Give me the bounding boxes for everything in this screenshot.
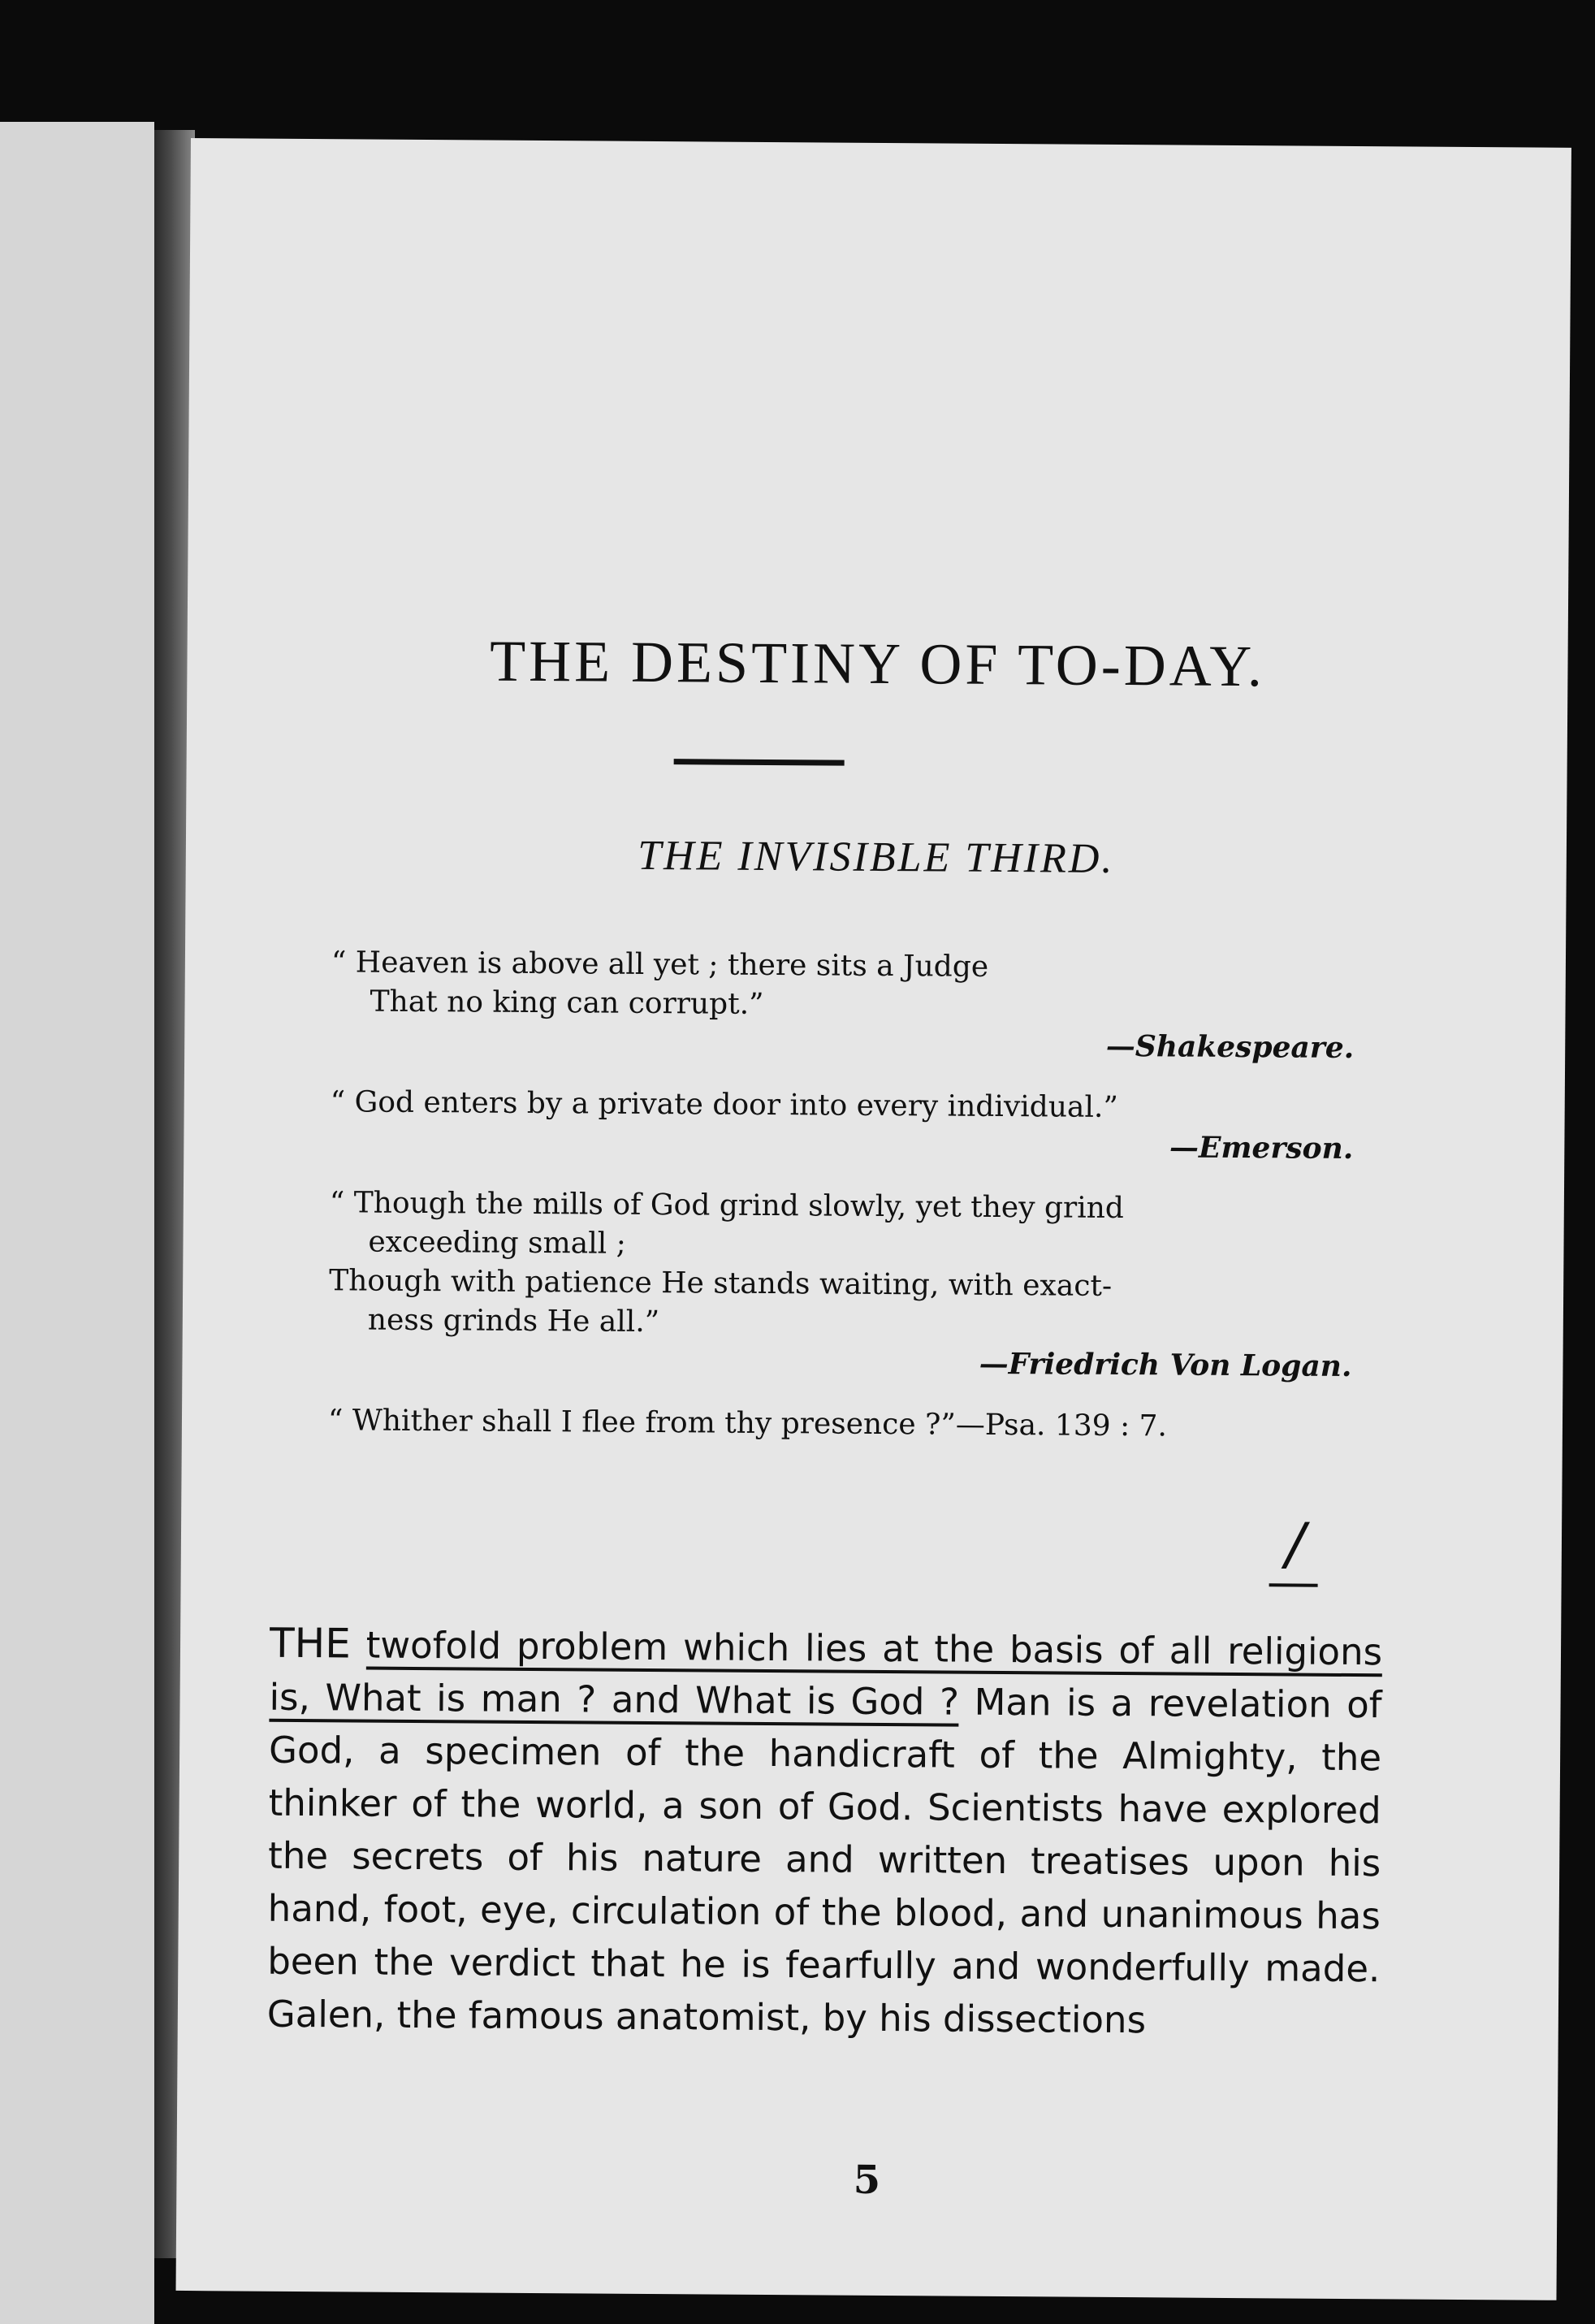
epigraph-line: “ God enters by a private door into every individual.” — [330, 1085, 1118, 1124]
facing-page — [0, 122, 154, 2324]
handwritten-dash — [1269, 1583, 1318, 1586]
first-word: THE — [269, 1619, 352, 1668]
epigraph-line: exceeding small ; — [368, 1225, 626, 1261]
epigraph-line: “ Though the mills of God grind slowly, yet they grind — [329, 1186, 1125, 1226]
epigraph-line: “ Heaven is above all yet ; there sits a Judge — [331, 946, 989, 984]
section-title: THE INVISIBLE THIRD. — [638, 832, 1115, 882]
book-page — [175, 138, 1571, 2300]
epigraph — [328, 1401, 1368, 1448]
epigraph-attribution: —Shakespeare. — [1105, 1028, 1355, 1066]
underlined-text: twofold problem which lies at the basis of all religions is, What is man ? and What is God ? — [269, 1624, 1382, 1727]
paragraph-text: Man is a revelation of God, a specimen of the handicraft of the Almighty, the thinker of the world, a son of God. Scientists have explored the secrets of his nature and written treatises upon his hand, foot, eye, circulation of the blood, and unanimous has been the verdict that he is fearfully and wonderfully made. Galen, the famous anatomist, by his dissections — [266, 1680, 1382, 2042]
epigraph-attribution: —Friedrich Von Logan. — [979, 1346, 1352, 1384]
handwritten-mark: / — [1285, 1510, 1305, 1577]
epigraph — [328, 1184, 1369, 1386]
epigraph-line: That no king can corrupt.” — [370, 985, 764, 1021]
epigraph-line: Though with patience He stands waiting, with exact- — [329, 1264, 1113, 1303]
epigraphs — [328, 943, 1371, 1470]
epigraph-line: “ Whither shall I flee from thy presence ?”—Psa. 139 : 7. — [327, 1404, 1168, 1443]
chapter-title: THE DESTINY OF TO-DAY. — [489, 628, 1266, 699]
epigraph-line: ness grinds He all.” — [367, 1303, 660, 1339]
title-rule — [674, 759, 845, 765]
epigraph-attribution: —Emerson. — [1169, 1130, 1354, 1166]
epigraph — [331, 943, 1371, 1067]
page-number: 5 — [853, 2157, 881, 2203]
epigraph — [330, 1083, 1370, 1168]
body-paragraph — [267, 1617, 1383, 2049]
